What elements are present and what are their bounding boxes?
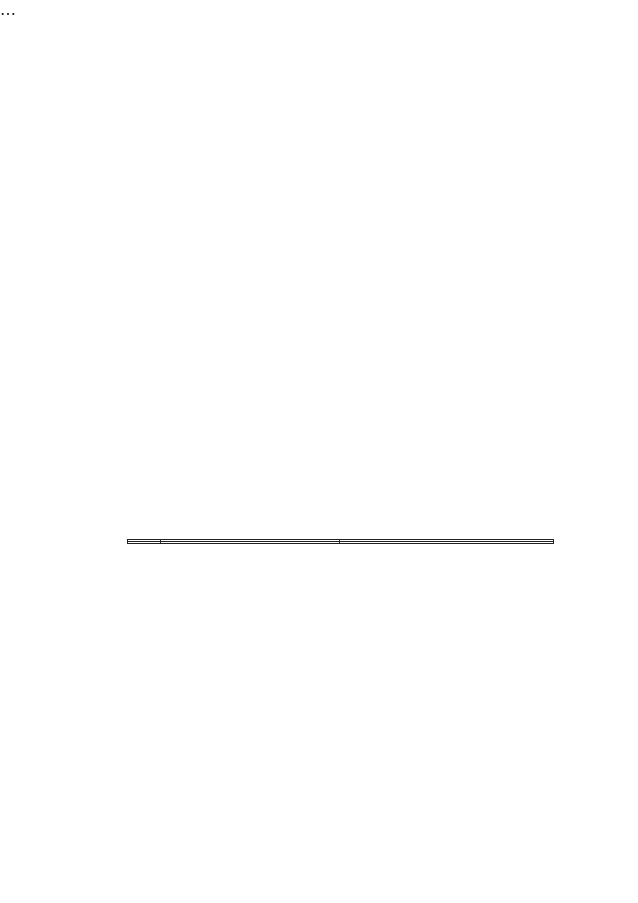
data-sources-table — [127, 539, 554, 544]
cell-document — [161, 542, 340, 544]
document-page: … — [0, 0, 638, 903]
cell-no — [128, 542, 161, 544]
table-row — [128, 542, 554, 544]
cell-institution — [340, 542, 554, 544]
